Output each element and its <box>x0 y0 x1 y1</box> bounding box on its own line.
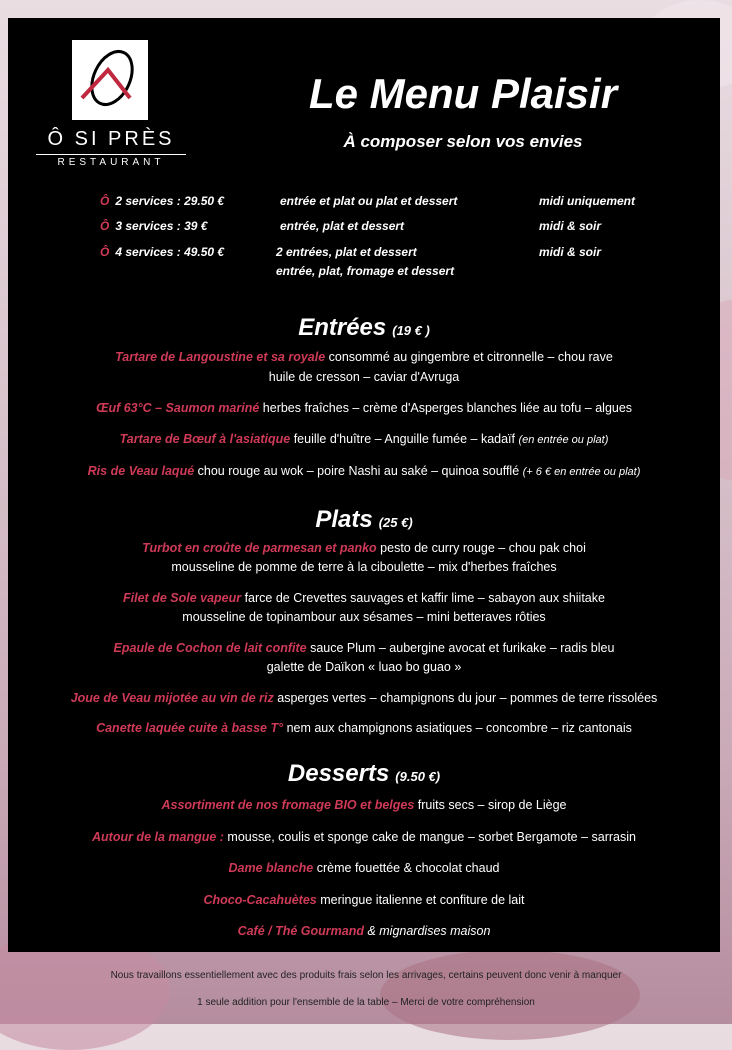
logo-name: Ô SI PRÈS <box>47 128 175 150</box>
formula-when: midi & soir <box>539 245 602 259</box>
menu-item-desc: galette de Daïkon « luao bo guao » <box>266 660 462 674</box>
formula-mark: Ô <box>100 245 110 259</box>
menu-item: Canette laquée cuite à basse T° nem aux champignons asiatiques – concombre – riz cantonais <box>96 721 632 735</box>
menu-item: Turbot en croûte de parmesan et panko pesto de curry rouge – chou pak choi <box>142 541 586 555</box>
formula-content-alt: entrée, plat, fromage et dessert <box>276 264 455 278</box>
menu-item-desc: mousseline de pomme de terre à la ciboulette – mix d'herbes fraîches <box>171 560 557 574</box>
formula-when: midi uniquement <box>539 194 635 208</box>
menu-panel <box>8 18 720 952</box>
formula-label: Ô 2 services : 29.50 € <box>100 194 225 208</box>
menu-item: Joue de Veau mijotée au vin de riz asperges vertes – champignons du jour – pommes de terre rissolées <box>70 691 658 705</box>
logo-emblem <box>72 40 148 120</box>
section-title-desserts: Desserts (9.50 €) <box>287 760 441 787</box>
background-blossom <box>380 950 640 1040</box>
formula-content: entrée et plat ou plat et dessert <box>280 194 458 208</box>
formula-content: 2 entrées, plat et dessert <box>276 245 417 259</box>
menu-item: Assortiment de nos fromage BIO et belges fruits secs – sirop de Liège <box>161 798 567 812</box>
menu-item-desc: huile de cresson – caviar d'Avruga <box>268 370 460 384</box>
section-title-plats: Plats (25 €) <box>315 506 413 533</box>
menu-item: Dame blanche crème fouettée & chocolat chaud <box>228 861 500 875</box>
logo-subtitle: RESTAURANT <box>36 154 186 168</box>
menu-item: Œuf 63°C – Saumon mariné herbes fraîches – crème d'Asperges blanches liée au tofu – algues <box>95 401 633 415</box>
footer-note: Nous travaillons essentiellement avec des produits frais selon les arrivages, certains peuvent donc venir à manquer <box>110 970 622 981</box>
menu-subtitle: À composer selon vos envies <box>343 132 583 151</box>
menu-item-desc: mousseline de topinambour aux sésames – mini betteraves rôties <box>182 610 546 624</box>
formula-mark: Ô <box>100 194 110 208</box>
menu-item: Ris de Veau laqué chou rouge au wok – poire Nashi au saké – quinoa soufflé (+ 6 € en entrée ou plat) <box>87 464 641 478</box>
menu-item: Filet de Sole vapeur farce de Crevettes sauvages et kaffir lime – sabayon aux shiitake <box>123 591 605 605</box>
menu-item: Autour de la mangue : mousse, coulis et sponge cake de mangue – sorbet Bergamote – sarrasin <box>92 830 636 844</box>
menu-title: Le Menu Plaisir <box>308 70 618 117</box>
formula-label: Ô 3 services : 39 € <box>100 219 208 233</box>
formula-label: Ô 4 services : 49.50 € <box>100 245 225 259</box>
menu-item: Café / Thé Gourmand & mignardises maison <box>237 924 491 938</box>
restaurant-logo <box>36 40 186 170</box>
menu-item: Choco-Cacahuètes meringue italienne et confiture de lait <box>203 893 525 907</box>
footer-note: 1 seule addition pour l'ensemble de la table – Merci de votre compréhension <box>197 997 535 1008</box>
menu-item: Tartare de Bœuf à l'asiatique feuille d'huître – Anguille fumée – kadaïf (en entrée ou plat) <box>119 432 609 446</box>
formula-when: midi & soir <box>539 219 602 233</box>
formula-mark: Ô <box>100 219 110 233</box>
menu-item: Epaule de Cochon de lait confite sauce Plum – aubergine avocat et furikake – radis bleu <box>113 641 615 655</box>
formula-content: entrée, plat et dessert <box>280 219 405 233</box>
section-title-entrees: Entrées (19 € ) <box>298 314 430 341</box>
menu-item: Tartare de Langoustine et sa royale consommé au gingembre et citronnelle – chou rave <box>115 350 613 364</box>
